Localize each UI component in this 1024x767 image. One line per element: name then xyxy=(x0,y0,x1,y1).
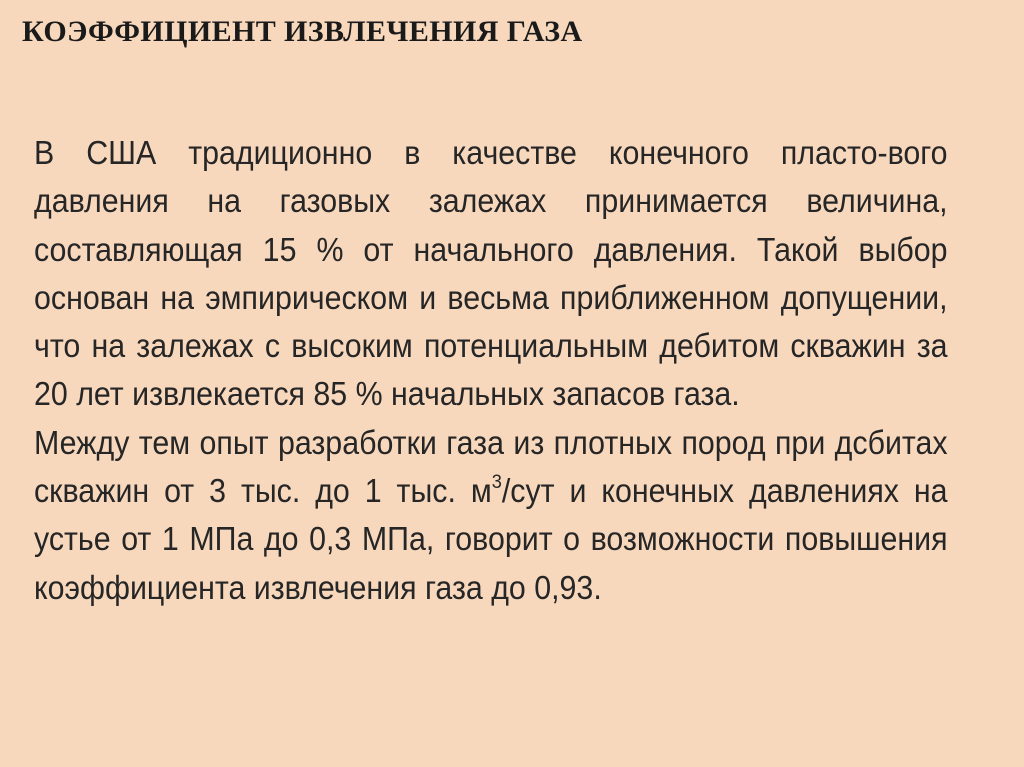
slide-title: КОЭФФИЦИЕНТ ИЗВЛЕЧЕНИЯ ГАЗА xyxy=(22,15,583,48)
paragraph-tight-rocks-part2: /сут и конечных давлениях на устье от 1 МПа до 0,3 МПа, говорит о возможности повышения коэффициента извлечения газа до 0,93. xyxy=(34,472,948,606)
paragraph-tight-rocks-part1: Между тем опыт разработки газа из плотных пород при дсбитах скважин от 3 тыс. до 1 тыс. м xyxy=(34,423,948,510)
paragraph-us-practice: В США традиционно в качестве конечного пласто-вого давления на газовых залежах принимается величина, составляющая 15 % от начального давления. Такой выбор основан на эмпирическом и весьма приближенном допущении, что на залежах с высоким потенциальным дебитом скважин за 20 лет извлекается 85 % начальных запасов газа. xyxy=(34,134,948,413)
body-text xyxy=(34,129,948,612)
cubic-superscript: 3 xyxy=(491,471,502,494)
paragraph-tight-rocks xyxy=(34,419,948,612)
